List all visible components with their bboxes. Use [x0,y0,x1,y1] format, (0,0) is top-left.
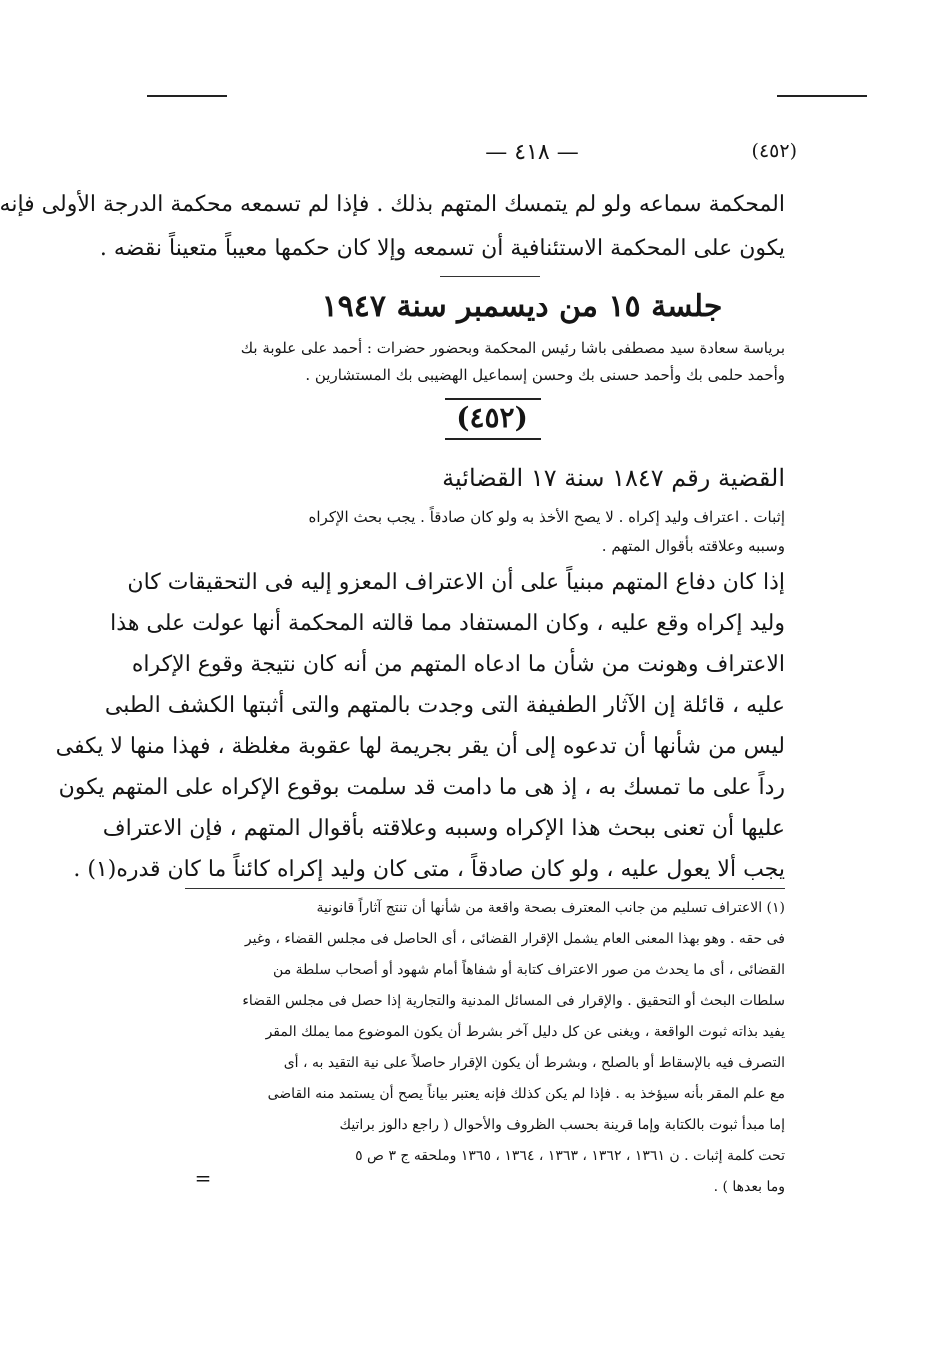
page-header [187,140,797,170]
case-number-rule-bottom [445,438,541,440]
footnote-rule [185,888,785,889]
body-line-1: إذا كان دفاع المتهم مبنياً على أن الاعتراف المعزو إليه فى التحقيقات كان [127,570,785,595]
footnote-line-4: سلطات البحث أو التحقيق . والإقرار فى المسائل المدنية والتجارية إذا حصل فى مجلس القضاء [242,993,785,1009]
summary-line-2: وسببه وعلاقته بأقوال المتهم . [601,537,785,555]
summary-line-1: إثبات . اعتراف وليد إكراه . لا يصح الأخذ به ولو كان صادقاً . يجب بحث الإكراه [308,508,785,526]
footnote-line-7: مع علم المقر بأنه سيؤخذ به . فإذا لم يكن كذلك فإنه يعتبر بياناً يصح أن يستمد منه القاضى [267,1086,785,1102]
footnote-line-5: يفيد بذاته ثبوت الواقعة ، ويغنى عن كل دليل آخر بشرط أن يكون الموضوع مما يملك المقر [265,1024,785,1040]
case-title: القضية رقم ١٨٤٧ سنة ١٧ القضائية [442,464,785,492]
footnote-line-1: (١) الاعتراف تسليم من جانب المعترف بصحة واقعة من شأنها أن تنتج آثاراً قانونية [316,900,785,916]
session-title: جلسة ١٥ من ديسمبر سنة ١٩٤٧ [321,289,723,324]
body-line-3: الاعتراف وهونت من شأن ما ادعاه المتهم من أنه كان نتيجة وقوع الإكراه [131,652,785,677]
footnote-line-2: فى حقه . وهو بهذا المعنى العام يشمل الإقرار القضائى ، أى الحاصل فى مجلس القضاء ، وغير [244,931,785,947]
footnote-line-3: القضائى ، أى ما يحدث من صور الاعتراف كتابة أو شفاهاً أمام شهود أو أصحاب سلطة من [273,962,785,978]
top-rule-right [777,95,867,97]
top-rule-left [147,95,227,97]
body-line-5: ليس من شأنها أن تدعوه إلى أن يقر بجريمة لها عقوبة مغلظة ، فهذا منها لا يكفى [55,734,785,759]
presidency-line-1: برياسة سعادة سيد مصطفى باشا رئيس المحكمة وبحضور حضرات : أحمد على علوبة بك [240,339,785,357]
body-line-7: عليها أن تعنى ببحث هذا الإكراه وسببه وعلاقته بأقوال المتهم ، فإن الاعتراف [102,816,785,841]
continuation-line-1: المحكمة سماعه ولو لم يتمسك المتهم بذلك . فإذا لم تسمعه محكمة الدرجة الأولى فإنه [0,192,785,217]
footnote-line-8: إما مبدأ ثبوت بالكتابة وإما قرينة بحسب الظروف والأحوال ( راجع دالوز براتيك [339,1117,785,1133]
body-line-4: عليه ، قائلة إن الآثار الطفيفة التى وجدت بالمتهم والتى أثبتها الكشف الطبى [104,693,785,718]
section-divider [440,276,540,277]
footnote-line-6: التصرف فيه بالإسقاط أو بالصلح ، وبشرط أن يكون الإقرار حاصلاً على نية التقيد به ، أى [283,1055,785,1071]
page-number: — ٤١٨ — [485,140,579,165]
body-line-2: وليد إكراه وقع عليه ، وكان المستفاد مما قالته المحكمة أنها عولت على هذا [110,611,785,636]
case-number: (٤٥٢) [456,401,528,434]
footnote-end-mark: = [194,1166,212,1190]
running-case-number: (٤٥٢) [751,140,797,162]
body-line-8: يجب ألا يعول عليه ، ولو كان صادقاً ، متى كان وليد إكراه كائناً ما كان قدره(١) . [73,857,785,882]
body-line-6: رداً على ما تمسك به ، إذ هى ما دامت قد سلمت بوقوع الإكراه على المتهم يكون [58,775,785,800]
footnote-line-10: وما بعدها ) . [713,1179,785,1195]
presidency-line-2: وأحمد حلمى بك وأحمد حسنى بك وحسن إسماعيل الهضيبى بك المستشارين . [305,366,785,384]
footnote-line-9: تحت كلمة إثبات . ن ١٣٦١ ، ١٣٦٢ ، ١٣٦٣ ، ١٣٦٤ ، ١٣٦٥ وملحقه ج ٣ ص ٥ [355,1148,785,1164]
continuation-line-2: يكون على المحكمة الاستئنافية أن تسمعه وإلا كان حكمها معيباً متعيناً نقضه . [99,236,785,261]
